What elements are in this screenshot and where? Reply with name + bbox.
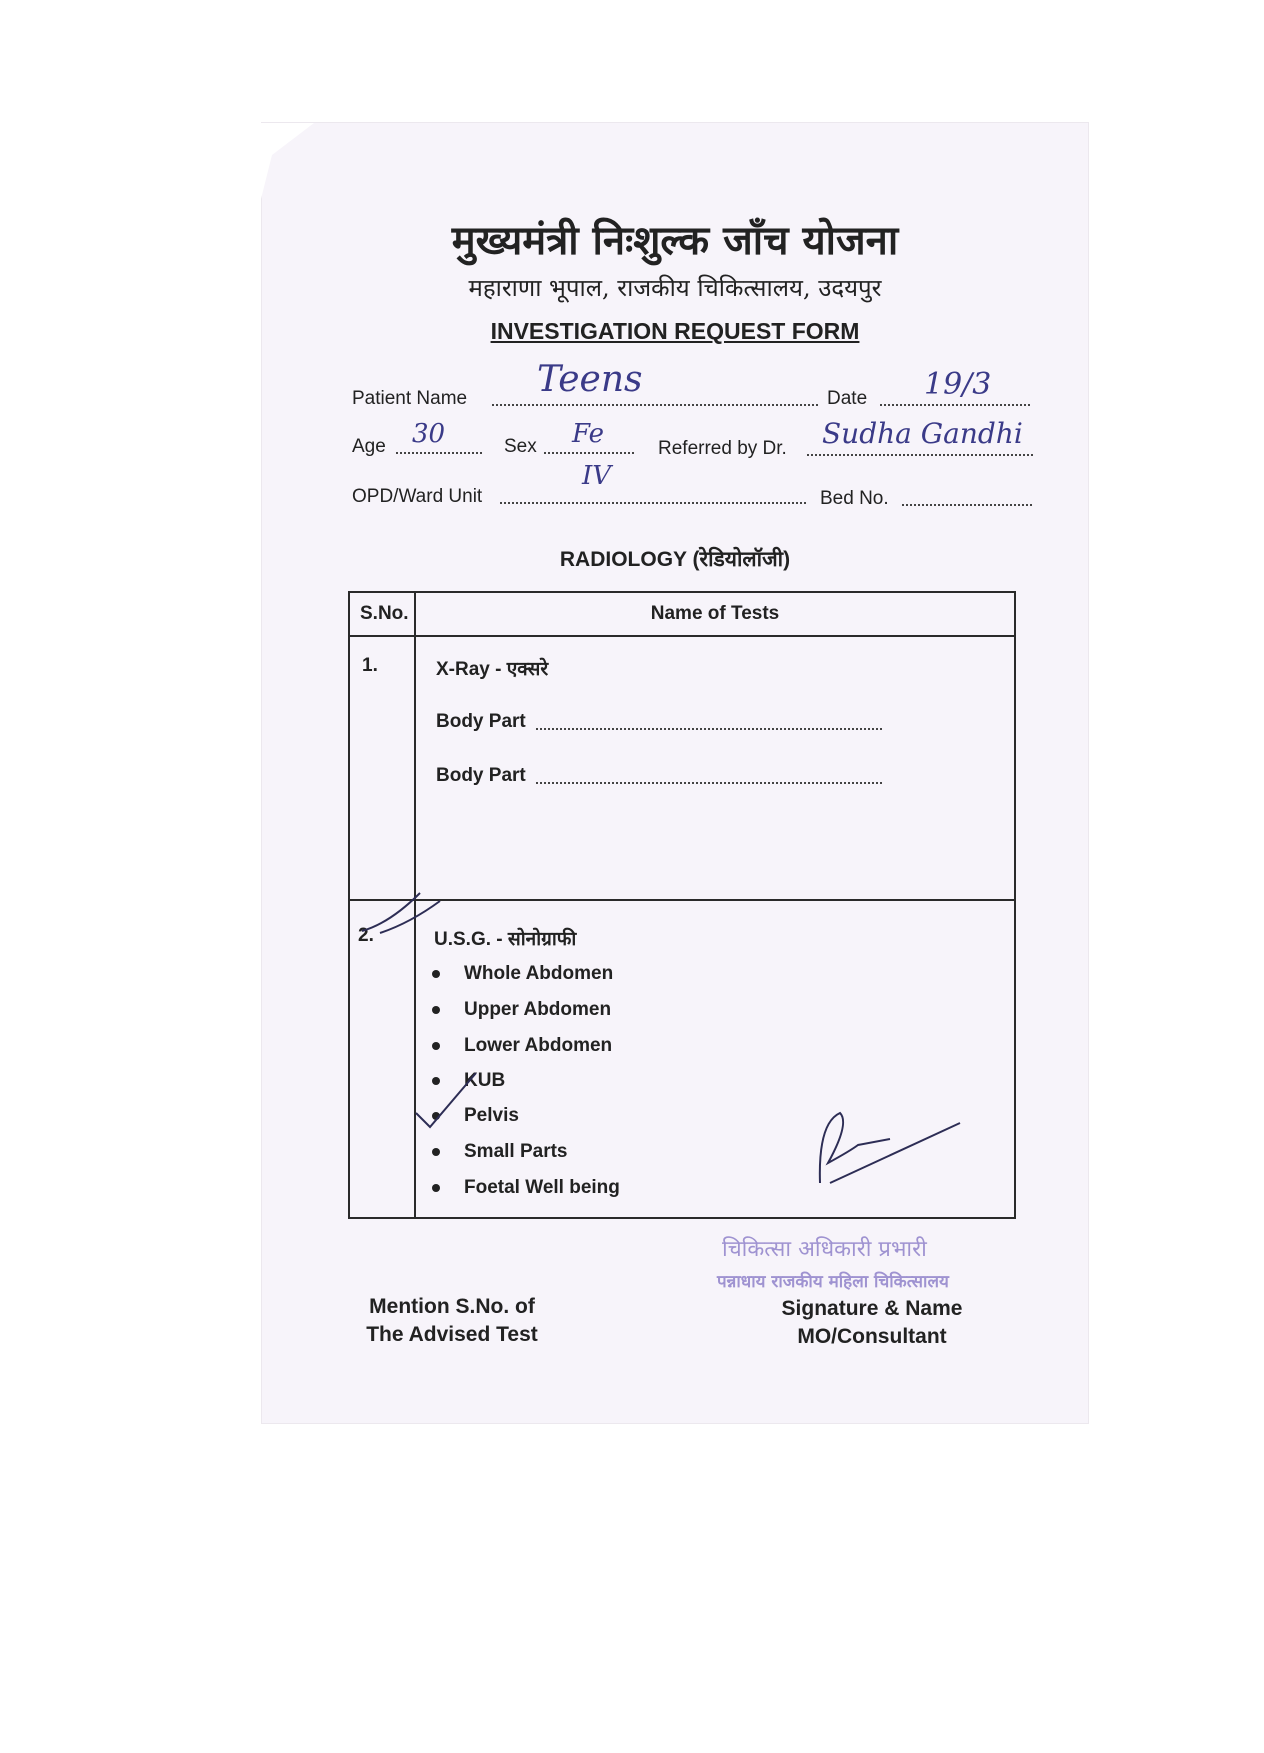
row1-body-part-1-line	[536, 727, 882, 730]
row1-sno: 1.	[362, 655, 378, 676]
tests-table	[348, 591, 1016, 1219]
bed-line	[902, 503, 1032, 506]
patient-name-value: Teens	[537, 359, 643, 400]
consultant-label: MO/Consultant	[797, 1325, 947, 1348]
hospital-name: महाराणा भूपाल, राजकीय चिकित्सालय, उदयपुर	[468, 274, 882, 302]
opd-value: IV	[582, 461, 612, 491]
form-title: INVESTIGATION REQUEST FORM	[490, 318, 860, 344]
stamp-line-2: पन्नाधाय राजकीय महिला चिकित्सालय	[717, 1272, 949, 1292]
footer-note-line-1: Mention S.No. of	[369, 1295, 535, 1318]
col-sno-header: S.No.	[360, 603, 409, 624]
date-label: Date	[827, 388, 868, 409]
bed-label: Bed No.	[820, 488, 889, 509]
pen-marks	[350, 883, 1018, 1221]
usg-item: Small Parts	[432, 1141, 568, 1163]
date-line	[880, 403, 1030, 406]
sex-line	[544, 451, 634, 454]
signature-label: Signature & Name	[781, 1297, 963, 1320]
sex-value: Fe	[572, 419, 605, 449]
usg-item: Foetal Well being	[432, 1177, 620, 1199]
referred-line	[807, 453, 1033, 456]
usg-item: Pelvis	[432, 1105, 519, 1127]
row1-body-part-1: Body Part	[436, 711, 526, 732]
form-paper	[262, 123, 1088, 1423]
footer-note	[342, 1293, 562, 1349]
age-label: Age	[352, 436, 386, 457]
signature-block	[762, 1295, 982, 1351]
usg-item: Lower Abdomen	[432, 1035, 612, 1057]
row2-test: U.S.G. - सोनोग्राफी	[434, 929, 577, 950]
usg-item: KUB	[432, 1070, 505, 1092]
usg-item: Whole Abdomen	[432, 963, 613, 985]
row1-test: X-Ray - एक्सरे	[436, 659, 549, 680]
referred-label: Referred by Dr.	[658, 438, 787, 459]
table-header-divider	[350, 635, 1014, 637]
footer-note-line-2: The Advised Test	[366, 1323, 538, 1346]
opd-label: OPD/Ward Unit	[352, 486, 483, 507]
date-value: 19/3	[924, 367, 992, 402]
age-value: 30	[412, 419, 446, 449]
row1-body-part-2: Body Part	[436, 765, 526, 786]
referred-value: Sudha Gandhi	[822, 417, 1023, 450]
row2-sno: 2.	[358, 925, 374, 946]
usg-item: Upper Abdomen	[432, 999, 611, 1021]
scheme-title: मुख्यमंत्री निःशुल्क जाँच योजना	[451, 217, 899, 264]
age-line	[396, 451, 482, 454]
patient-name-label: Patient Name	[352, 388, 468, 409]
stamp-line-1: चिकित्सा अधिकारी प्रभारी	[722, 1237, 927, 1262]
section-title: RADIOLOGY (रेडियोलॉजी)	[559, 548, 791, 571]
opd-line	[500, 501, 806, 504]
col-name-header: Name of Tests	[650, 603, 780, 624]
patient-name-line	[492, 403, 818, 406]
sex-label: Sex	[504, 436, 537, 457]
row1-body-part-2-line	[536, 781, 882, 784]
